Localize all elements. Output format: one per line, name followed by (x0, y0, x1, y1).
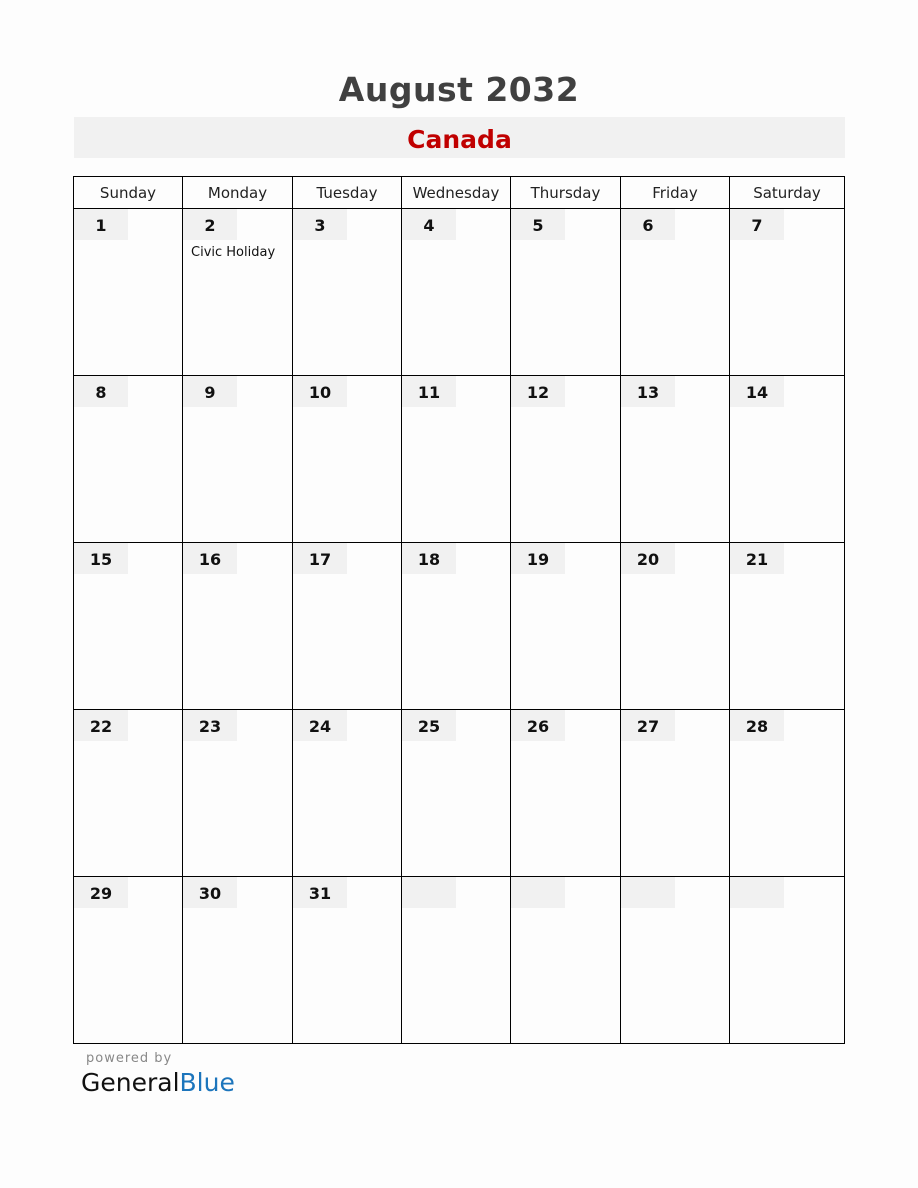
day-number-box (293, 376, 347, 407)
day-cell (621, 543, 730, 710)
day-cell (621, 209, 730, 376)
brand-blue: Blue (179, 1068, 235, 1097)
day-number-box (402, 376, 456, 407)
day-number-box (730, 543, 784, 574)
weekday-header: Sunday (74, 177, 183, 209)
day-number: 29 (89, 884, 113, 903)
day-number-box (74, 209, 128, 240)
day-number-box (74, 543, 128, 574)
day-number-box (183, 877, 237, 908)
day-number-box (730, 877, 784, 908)
day-number: 15 (89, 550, 113, 569)
generalblue-logo (81, 1068, 235, 1097)
day-number: 19 (526, 550, 550, 569)
day-number-box (402, 543, 456, 574)
day-cell (402, 376, 511, 543)
day-number-box (183, 376, 237, 407)
day-number: 25 (417, 717, 441, 736)
day-number-box (402, 209, 456, 240)
day-cell (621, 877, 730, 1044)
day-number-box (183, 209, 237, 240)
day-number-box (402, 710, 456, 741)
day-number-box (293, 543, 347, 574)
day-number: 2 (204, 216, 216, 235)
day-number-box (621, 543, 675, 574)
day-cell (183, 209, 293, 376)
day-cell (402, 209, 511, 376)
page-title: August 2032 (338, 70, 580, 109)
day-number-box (74, 376, 128, 407)
day-cell (74, 376, 183, 543)
day-cell (293, 543, 402, 710)
day-number: 10 (308, 383, 332, 402)
powered-by-label: powered by (86, 1051, 173, 1066)
day-number: 4 (423, 216, 435, 235)
day-number-box (621, 376, 675, 407)
day-number-box (511, 209, 565, 240)
weekday-header: Tuesday (293, 177, 402, 209)
day-number: 6 (642, 216, 654, 235)
day-cell (511, 710, 621, 877)
weekday-header: Saturday (730, 177, 845, 209)
day-number-box (74, 710, 128, 741)
brand-general: General (81, 1068, 180, 1097)
day-cell (621, 710, 730, 877)
day-number: 31 (308, 884, 332, 903)
weekday-header: Wednesday (402, 177, 511, 209)
day-number: 13 (636, 383, 660, 402)
day-cell (74, 209, 183, 376)
calendar-grid (73, 176, 845, 1044)
day-cell (730, 877, 845, 1044)
day-number: 1 (95, 216, 107, 235)
weekday-header: Thursday (511, 177, 621, 209)
day-number-box (293, 710, 347, 741)
day-number: 27 (636, 717, 660, 736)
day-cell (730, 710, 845, 877)
day-number: 22 (89, 717, 113, 736)
day-number: 9 (204, 383, 216, 402)
day-number: 17 (308, 550, 332, 569)
country-name: Canada (407, 125, 512, 154)
country-banner (74, 117, 845, 158)
day-number: 14 (745, 383, 769, 402)
day-number: 12 (526, 383, 550, 402)
day-number: 7 (751, 216, 763, 235)
week-row (74, 543, 845, 710)
day-cell (402, 877, 511, 1044)
holiday-event: Civic Holiday (191, 245, 276, 260)
day-cell (183, 543, 293, 710)
day-cell (74, 710, 183, 877)
day-number: 26 (526, 717, 550, 736)
day-number: 20 (636, 550, 660, 569)
day-number: 23 (198, 717, 222, 736)
day-number: 5 (532, 216, 544, 235)
day-cell (183, 877, 293, 1044)
day-cell (402, 543, 511, 710)
day-cell (402, 710, 511, 877)
weekday-header-row (74, 177, 845, 209)
day-cell (293, 710, 402, 877)
day-number-box (511, 710, 565, 741)
day-number-box (183, 543, 237, 574)
day-number-box (730, 710, 784, 741)
day-number-box (293, 877, 347, 908)
weekday-header: Monday (183, 177, 293, 209)
day-number: 3 (314, 216, 326, 235)
week-row (74, 710, 845, 877)
day-cell (293, 209, 402, 376)
day-number-box (621, 209, 675, 240)
day-cell (183, 710, 293, 877)
day-number: 8 (95, 383, 107, 402)
day-cell (511, 543, 621, 710)
day-cell (511, 376, 621, 543)
day-number: 24 (308, 717, 332, 736)
day-cell (74, 543, 183, 710)
day-number: 16 (198, 550, 222, 569)
day-number: 30 (198, 884, 222, 903)
day-cell (730, 376, 845, 543)
day-number: 28 (745, 717, 769, 736)
week-row (74, 877, 845, 1044)
day-number-box (730, 376, 784, 407)
day-number-box (293, 209, 347, 240)
day-cell (74, 877, 183, 1044)
day-cell (730, 209, 845, 376)
day-number-box (511, 543, 565, 574)
day-cell (730, 543, 845, 710)
week-row (74, 376, 845, 543)
weekday-header: Friday (621, 177, 730, 209)
day-number-box (183, 710, 237, 741)
day-cell (293, 376, 402, 543)
day-cell (511, 209, 621, 376)
day-cell (621, 376, 730, 543)
day-number-box (511, 877, 565, 908)
day-number-box (402, 877, 456, 908)
day-cell (293, 877, 402, 1044)
week-row (74, 209, 845, 376)
day-number: 18 (417, 550, 441, 569)
day-number: 21 (745, 550, 769, 569)
day-number-box (511, 376, 565, 407)
day-cell (183, 376, 293, 543)
day-cell (511, 877, 621, 1044)
day-number-box (74, 877, 128, 908)
day-number-box (730, 209, 784, 240)
day-number: 11 (417, 383, 441, 402)
day-number-box (621, 877, 675, 908)
day-number-box (621, 710, 675, 741)
